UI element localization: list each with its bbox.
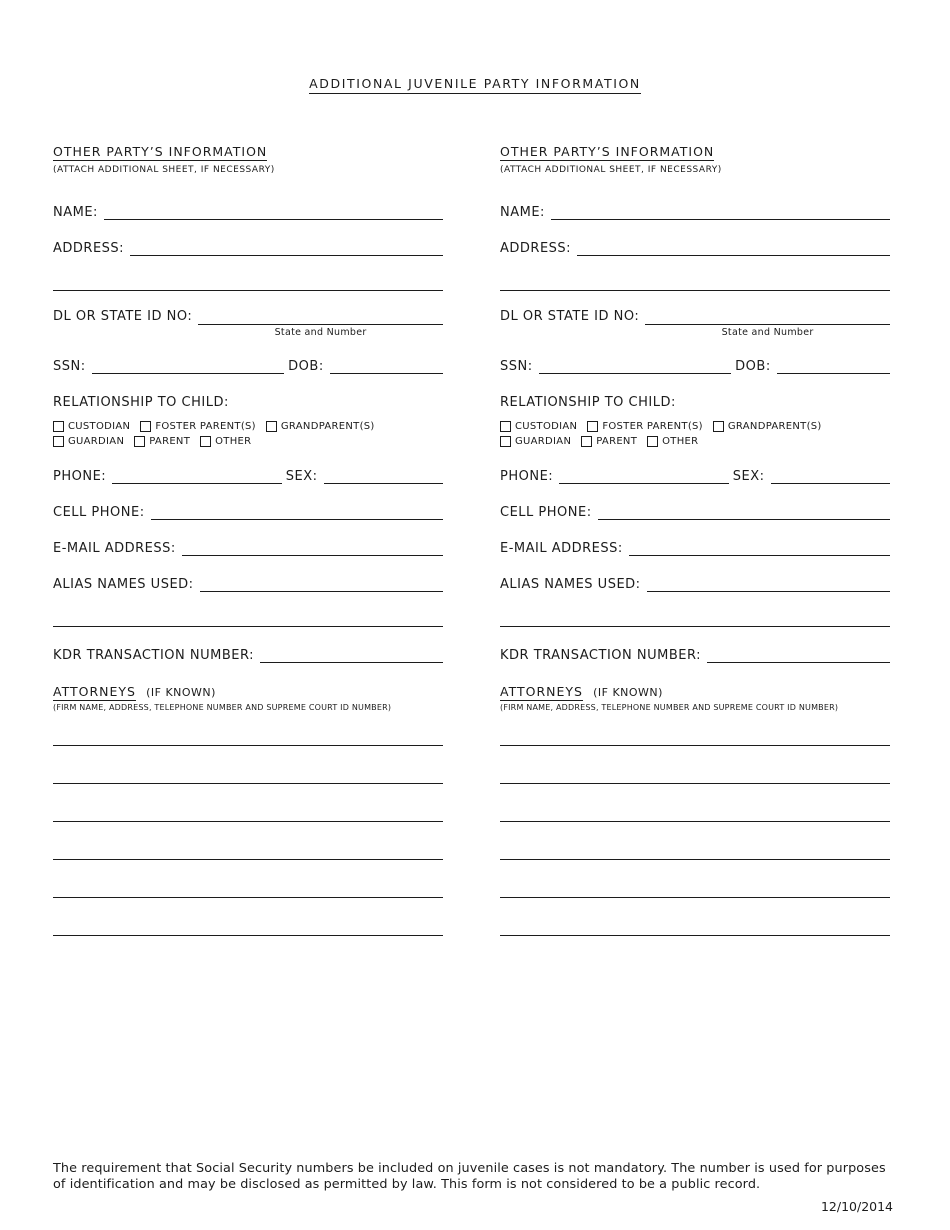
- dl-input-line[interactable]: [645, 306, 890, 325]
- email-row: [53, 535, 443, 556]
- attorney-line-1[interactable]: [53, 745, 443, 746]
- attorneys-lines: [500, 745, 890, 936]
- alias-row: [500, 571, 890, 592]
- cell-phone-row: [53, 499, 443, 520]
- party-info-subheading: (ATTACH ADDITIONAL SHEET, IF NECESSARY): [500, 165, 722, 175]
- relationship-row: [53, 389, 443, 410]
- attorneys-heading-row: [500, 681, 890, 699]
- alias-input-line[interactable]: [647, 573, 890, 592]
- ssn-label: SSN:: [53, 359, 86, 374]
- sex-label: SEX:: [732, 469, 765, 484]
- custodian-option: [500, 421, 577, 432]
- address-input-line[interactable]: [130, 237, 443, 256]
- name-row: [500, 199, 890, 220]
- foster-parent-option: [587, 421, 703, 432]
- foster-parent-checkbox[interactable]: [587, 421, 598, 432]
- other-option: [647, 436, 698, 447]
- attorneys-caption: (FIRM NAME, ADDRESS, TELEPHONE NUMBER AND SUPREME COURT ID NUMBER): [53, 703, 392, 712]
- parent-label: PARENT: [149, 436, 191, 447]
- parent-label: PARENT: [596, 436, 638, 447]
- sex-input-line[interactable]: [324, 465, 443, 484]
- address-input-line[interactable]: [577, 237, 890, 256]
- ssn-dob-row: [53, 353, 443, 374]
- email-input-line[interactable]: [629, 537, 890, 556]
- relationship-row: [500, 389, 890, 410]
- address-label: ADDRESS:: [500, 241, 572, 256]
- grandparent-label: GRANDPARENT(S): [280, 421, 375, 432]
- cell-phone-input-line[interactable]: [598, 501, 890, 520]
- dob-input-line[interactable]: [330, 355, 443, 374]
- attorney-line-4[interactable]: [500, 859, 890, 860]
- custodian-label: CUSTODIAN: [68, 421, 131, 432]
- attorneys-lines: [53, 745, 443, 936]
- alias-input-line2[interactable]: [53, 626, 443, 627]
- parent-checkbox[interactable]: [134, 436, 145, 447]
- attorney-line-1[interactable]: [500, 745, 890, 746]
- attorneys-heading-row: [53, 681, 443, 699]
- dob-label: DOB:: [288, 359, 324, 374]
- footer-date: 12/10/2014: [820, 1199, 893, 1214]
- sex-input-line[interactable]: [771, 465, 890, 484]
- dl-state-id-label: DL OR STATE ID NO:: [53, 309, 193, 324]
- phone-sex-row: [53, 463, 443, 484]
- dl-state-id-label: DL OR STATE ID NO:: [500, 309, 640, 324]
- alias-input-line2[interactable]: [500, 626, 890, 627]
- dl-row: [500, 306, 890, 338]
- guardian-label: GUARDIAN: [515, 436, 572, 447]
- grandparent-label: GRANDPARENT(S): [727, 421, 822, 432]
- attorneys-note: (IF KNOWN): [593, 686, 663, 699]
- parent-checkbox[interactable]: [581, 436, 592, 447]
- alias-label: ALIAS NAMES USED:: [500, 577, 641, 592]
- foster-parent-checkbox[interactable]: [140, 421, 151, 432]
- phone-label: PHONE:: [53, 469, 107, 484]
- party-info-heading: OTHER PARTY’S INFORMATION: [53, 144, 268, 159]
- cell-phone-label: CELL PHONE:: [500, 505, 592, 520]
- attorney-line-3[interactable]: [53, 821, 443, 822]
- address-input-line2[interactable]: [53, 290, 443, 291]
- address-input-line2[interactable]: [500, 290, 890, 291]
- attorney-line-5[interactable]: [500, 897, 890, 898]
- attorneys-heading: ATTORNEYS: [53, 684, 136, 699]
- other-label: OTHER: [662, 436, 699, 447]
- dl-caption: State and Number: [274, 327, 367, 338]
- grandparent-checkbox[interactable]: [713, 421, 724, 432]
- dob-input-line[interactable]: [777, 355, 890, 374]
- ssn-dob-row: [500, 353, 890, 374]
- attorney-line-6[interactable]: [500, 935, 890, 936]
- attorney-line-6[interactable]: [53, 935, 443, 936]
- relationship-options-row2: [53, 436, 443, 447]
- cell-phone-label: CELL PHONE:: [53, 505, 145, 520]
- attorneys-note: (IF KNOWN): [146, 686, 216, 699]
- phone-label: PHONE:: [500, 469, 554, 484]
- name-input-line[interactable]: [104, 201, 443, 220]
- form-title-text: ADDITIONAL JUVENILE PARTY INFORMATION: [309, 76, 641, 94]
- party-column-right: [500, 141, 890, 936]
- name-input-line[interactable]: [551, 201, 890, 220]
- dl-line-wrap: [198, 306, 443, 338]
- relationship-options-row1: [53, 421, 443, 432]
- relationship-label: RELATIONSHIP TO CHILD:: [500, 395, 676, 410]
- custodian-label: CUSTODIAN: [515, 421, 578, 432]
- other-checkbox[interactable]: [647, 436, 658, 447]
- relationship-options-row1: [500, 421, 890, 432]
- guardian-checkbox[interactable]: [500, 436, 511, 447]
- cell-phone-row: [500, 499, 890, 520]
- sex-label: SEX:: [285, 469, 318, 484]
- other-label: OTHER: [215, 436, 252, 447]
- ssn-input-line[interactable]: [539, 355, 732, 374]
- attorney-line-5[interactable]: [53, 897, 443, 898]
- email-row: [500, 535, 890, 556]
- kdr-label: KDR TRANSACTION NUMBER:: [53, 648, 254, 663]
- party-column-left: [53, 141, 443, 936]
- attorney-line-2[interactable]: [500, 783, 890, 784]
- kdr-input-line[interactable]: [260, 644, 443, 663]
- address-row: [53, 235, 443, 256]
- parent-option: [581, 436, 637, 447]
- grandparent-checkbox[interactable]: [266, 421, 277, 432]
- name-label: NAME:: [53, 205, 98, 220]
- alias-label: ALIAS NAMES USED:: [53, 577, 194, 592]
- alias-row: [53, 571, 443, 592]
- guardian-option: [53, 436, 124, 447]
- guardian-checkbox[interactable]: [53, 436, 64, 447]
- ssn-input-line[interactable]: [92, 355, 285, 374]
- custodian-checkbox[interactable]: [500, 421, 511, 432]
- guardian-label: GUARDIAN: [68, 436, 125, 447]
- attorney-line-2[interactable]: [53, 783, 443, 784]
- name-row: [53, 199, 443, 220]
- form-title: [0, 76, 950, 91]
- address-row: [500, 235, 890, 256]
- foster-parent-label: FOSTER PARENT(S): [155, 421, 256, 432]
- dl-caption: State and Number: [721, 327, 814, 338]
- grandparent-option: [266, 421, 375, 432]
- relationship-label: RELATIONSHIP TO CHILD:: [53, 395, 229, 410]
- phone-input-line[interactable]: [112, 465, 282, 484]
- attorneys-caption: (FIRM NAME, ADDRESS, TELEPHONE NUMBER AND SUPREME COURT ID NUMBER): [500, 703, 839, 712]
- email-label: E-MAIL ADDRESS:: [500, 541, 623, 556]
- ssn-label: SSN:: [500, 359, 533, 374]
- kdr-label: KDR TRANSACTION NUMBER:: [500, 648, 701, 663]
- foster-parent-option: [140, 421, 256, 432]
- cell-phone-input-line[interactable]: [151, 501, 443, 520]
- email-label: E-MAIL ADDRESS:: [53, 541, 176, 556]
- phone-input-line[interactable]: [559, 465, 729, 484]
- party-info-heading: OTHER PARTY’S INFORMATION: [500, 144, 715, 159]
- dl-input-line[interactable]: [198, 306, 443, 325]
- custodian-checkbox[interactable]: [53, 421, 64, 432]
- grandparent-option: [713, 421, 822, 432]
- alias-input-line[interactable]: [200, 573, 443, 592]
- dob-label: DOB:: [735, 359, 771, 374]
- kdr-row: [53, 642, 443, 663]
- party-columns: [53, 141, 890, 936]
- party-info-subheading: (ATTACH ADDITIONAL SHEET, IF NECESSARY): [53, 165, 275, 175]
- attorney-line-3[interactable]: [500, 821, 890, 822]
- relationship-options-row2: [500, 436, 890, 447]
- other-option: [200, 436, 251, 447]
- foster-parent-label: FOSTER PARENT(S): [602, 421, 703, 432]
- parent-option: [134, 436, 190, 447]
- attorney-line-4[interactable]: [53, 859, 443, 860]
- name-label: NAME:: [500, 205, 545, 220]
- address-label: ADDRESS:: [53, 241, 125, 256]
- dl-row: [53, 306, 443, 338]
- attorneys-heading: ATTORNEYS: [500, 684, 583, 699]
- custodian-option: [53, 421, 130, 432]
- phone-sex-row: [500, 463, 890, 484]
- footer-note: The requirement that Social Security numbers be included on juvenile cases is not mandatory. The number is used for purposes of identification and may be disclosed as permitted by law. This form is not considered to be a public record.: [53, 1161, 886, 1193]
- guardian-option: [500, 436, 571, 447]
- kdr-row: [500, 642, 890, 663]
- other-checkbox[interactable]: [200, 436, 211, 447]
- kdr-input-line[interactable]: [707, 644, 890, 663]
- dl-line-wrap: [645, 306, 890, 338]
- email-input-line[interactable]: [182, 537, 443, 556]
